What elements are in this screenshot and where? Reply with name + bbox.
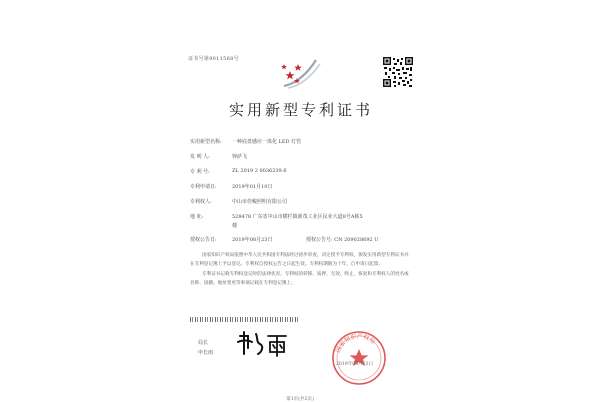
barcode-strip [190,317,298,322]
field-value: 中山市佳峻照明有限公司 [232,199,288,205]
body-paragraph: 国家知识产权局依照中华人民共和国专利法经过初步审查，决定授予专利权，颁发实用新型专利证书并在专利登记簿上予以登记。专利权自授权公告之日起生效。专利权期限为十年，自申请日起算。 [190,253,409,267]
field-label: 专利权人: [190,199,212,205]
seal-date: 2019年08月23日 [336,362,374,367]
qr-code-icon [383,57,413,87]
field-label: 授权公告日: [190,237,217,243]
seal-text: 国家知识产权局 [334,332,377,354]
cnipa-emblem-icon [276,54,326,92]
patent-certificate [176,13,426,402]
director-name: 申长雨 [198,350,214,356]
body-paragraph: 专利证书记载专利权登记时的法律状况。专利权的转移、质押、无效、终止、恢复和专利权人的姓名或名称、国籍、地址变更等事项记载在专利登记簿上。 [190,272,409,286]
director-block [198,338,213,358]
certificate-title: 实用新型专利证书 [228,101,373,119]
field-grant-number: 授权公告号: CN 209028692 U [306,237,379,243]
page-footer: 第1页(共2页) [286,397,314,402]
field-value: 钟萨飞 [232,154,248,160]
field-value: 2019年01月10日 [232,184,273,190]
official-seal-icon [330,329,388,387]
field-value: 一种底盘感应一体化 LED 灯管 [232,139,302,145]
certificate-number: 证书号第9011568号 [188,56,239,62]
director-title: 局长 [198,340,209,346]
field-value: 2019年08月23日 [232,237,273,243]
field-value: 528478 广东省中山市横栏镇新茂工业区民业大道8号A栋5 [232,214,363,220]
field-value: 楼 [232,223,238,229]
field-label: 实用新型名称: [190,139,222,145]
field-label: 发 明 人: [190,154,210,160]
field-label: 专利申请日: [190,184,217,190]
field-label: 地 址: [190,214,204,220]
field-value: ZL 2019 2 0036239.6 [232,168,287,174]
certificate-body-text [190,251,412,288]
field-label: 专 利 号: [190,169,210,175]
director-signature-icon [234,326,294,360]
